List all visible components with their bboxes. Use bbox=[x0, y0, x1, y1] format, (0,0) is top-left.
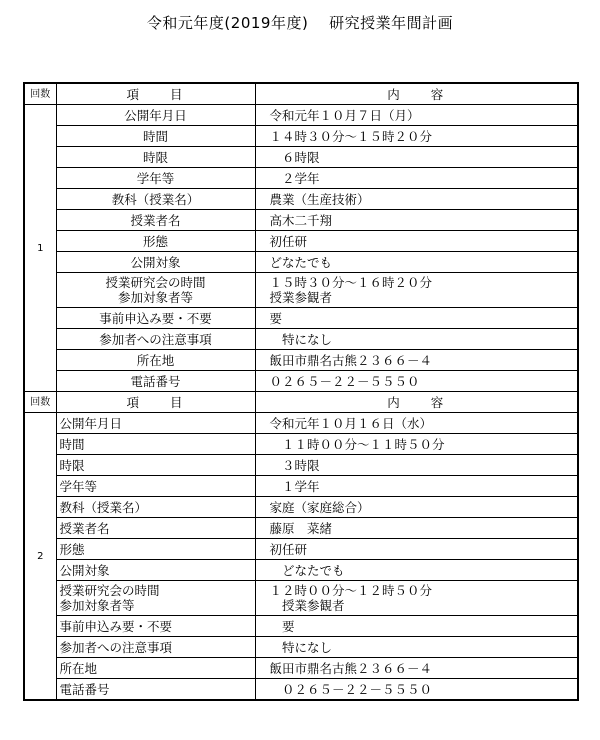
row-value: 令和元年１０月１６日（水） bbox=[255, 413, 578, 434]
row-value: １１時００分～１１時５０分 bbox=[255, 434, 578, 455]
row-label: 学年等 bbox=[56, 476, 255, 497]
table-row bbox=[24, 252, 578, 273]
table-row bbox=[24, 637, 578, 658]
row-label: 学年等 bbox=[56, 168, 255, 189]
row-value bbox=[255, 273, 578, 308]
table-row bbox=[24, 231, 578, 252]
row-value-line: 授業参観者 bbox=[269, 598, 345, 613]
row-label: 授業者名 bbox=[56, 210, 255, 231]
table-row bbox=[24, 455, 578, 476]
row-label: 時限 bbox=[56, 147, 255, 168]
header-content-cell: 内 容 bbox=[255, 392, 578, 413]
table-row bbox=[24, 329, 578, 350]
row-label: 時間 bbox=[56, 434, 255, 455]
row-value-line: １２時００分～１２時５０分 bbox=[269, 583, 433, 598]
row-label: 事前申込み要・不要 bbox=[56, 616, 255, 637]
table-row bbox=[24, 434, 578, 455]
table-row bbox=[24, 168, 578, 189]
header-item-cell: 項 目 bbox=[56, 83, 255, 105]
row-value: 家庭（家庭総合） bbox=[255, 497, 578, 518]
row-label: 所在地 bbox=[56, 350, 255, 371]
table-row bbox=[24, 658, 578, 679]
row-label: 公開年月日 bbox=[56, 413, 255, 434]
row-value: 要 bbox=[255, 308, 578, 329]
table-row bbox=[24, 350, 578, 371]
plan-table-body bbox=[24, 83, 578, 700]
row-value: ０２６５－２２－５５５０ bbox=[255, 679, 578, 701]
row-value: 特になし bbox=[255, 329, 578, 350]
table-row bbox=[24, 679, 578, 701]
row-label-line: 参加対象者等 bbox=[59, 598, 135, 613]
table-row bbox=[24, 539, 578, 560]
row-value: ６時限 bbox=[255, 147, 578, 168]
table-row bbox=[24, 371, 578, 392]
row-label bbox=[56, 273, 255, 308]
row-value: 藤原 菜緒 bbox=[255, 518, 578, 539]
table-header-row bbox=[24, 83, 578, 105]
row-label: 形態 bbox=[56, 231, 255, 252]
table-row bbox=[24, 126, 578, 147]
row-label: 所在地 bbox=[56, 658, 255, 679]
row-label: 事前申込み要・不要 bbox=[56, 308, 255, 329]
row-value: 初任研 bbox=[255, 231, 578, 252]
session-number: 2 bbox=[24, 413, 56, 701]
row-label: 参加者への注意事項 bbox=[56, 637, 255, 658]
table-row bbox=[24, 497, 578, 518]
row-label: 時間 bbox=[56, 126, 255, 147]
row-label: 公開年月日 bbox=[56, 105, 255, 126]
row-value: どなたでも bbox=[255, 252, 578, 273]
row-value: 飯田市鼎名古熊２３６６－４ bbox=[255, 350, 578, 371]
row-label: 電話番号 bbox=[56, 371, 255, 392]
row-value: １４時３０分～１５時２０分 bbox=[255, 126, 578, 147]
header-item-cell: 項 目 bbox=[56, 392, 255, 413]
row-value: 高木二千翔 bbox=[255, 210, 578, 231]
row-value-line: 授業参観者 bbox=[269, 290, 333, 305]
row-label-line: 授業研究会の時間 bbox=[59, 583, 160, 598]
table-row bbox=[24, 147, 578, 168]
row-value: 飯田市鼎名古熊２３６６－４ bbox=[255, 658, 578, 679]
row-label: 形態 bbox=[56, 539, 255, 560]
row-label-line: 参加対象者等 bbox=[117, 290, 193, 305]
row-value: ０２６５－２２－５５５０ bbox=[255, 371, 578, 392]
row-value: 初任研 bbox=[255, 539, 578, 560]
table-header-row bbox=[24, 392, 578, 413]
row-label: 公開対象 bbox=[56, 560, 255, 581]
row-value: ３時限 bbox=[255, 455, 578, 476]
table-row bbox=[24, 273, 578, 308]
table-row bbox=[24, 210, 578, 231]
table-row bbox=[24, 413, 578, 434]
header-content-cell: 内 容 bbox=[255, 83, 578, 105]
row-value: １学年 bbox=[255, 476, 578, 497]
row-label: 授業者名 bbox=[56, 518, 255, 539]
header-number-cell: 回数 bbox=[24, 392, 56, 413]
row-label: 教科（授業名） bbox=[56, 497, 255, 518]
page-title: 令和元年度(2019年度) 研究授業年間計画 bbox=[146, 14, 454, 32]
table-row bbox=[24, 616, 578, 637]
row-label: 教科（授業名） bbox=[56, 189, 255, 210]
session-number: 1 bbox=[24, 105, 56, 392]
header-number-cell: 回数 bbox=[24, 83, 56, 105]
row-value-line: １５時３０分～１６時２０分 bbox=[269, 275, 433, 290]
table-row bbox=[24, 189, 578, 210]
table-row bbox=[24, 476, 578, 497]
table-row bbox=[24, 581, 578, 616]
table-row bbox=[24, 308, 578, 329]
row-label bbox=[56, 581, 255, 616]
row-value: どなたでも bbox=[255, 560, 578, 581]
row-label: 公開対象 bbox=[56, 252, 255, 273]
row-label-line: 授業研究会の時間 bbox=[105, 275, 206, 290]
row-value: 令和元年１０月７日（月） bbox=[255, 105, 578, 126]
table-row bbox=[24, 105, 578, 126]
row-value bbox=[255, 581, 578, 616]
plan-table bbox=[23, 82, 579, 701]
row-value: 特になし bbox=[255, 637, 578, 658]
row-label: 時限 bbox=[56, 455, 255, 476]
row-value: 要 bbox=[255, 616, 578, 637]
table-row bbox=[24, 518, 578, 539]
row-value: ２学年 bbox=[255, 168, 578, 189]
row-label: 参加者への注意事項 bbox=[56, 329, 255, 350]
row-label: 電話番号 bbox=[56, 679, 255, 701]
row-value: 農業（生産技術） bbox=[255, 189, 578, 210]
table-row bbox=[24, 560, 578, 581]
